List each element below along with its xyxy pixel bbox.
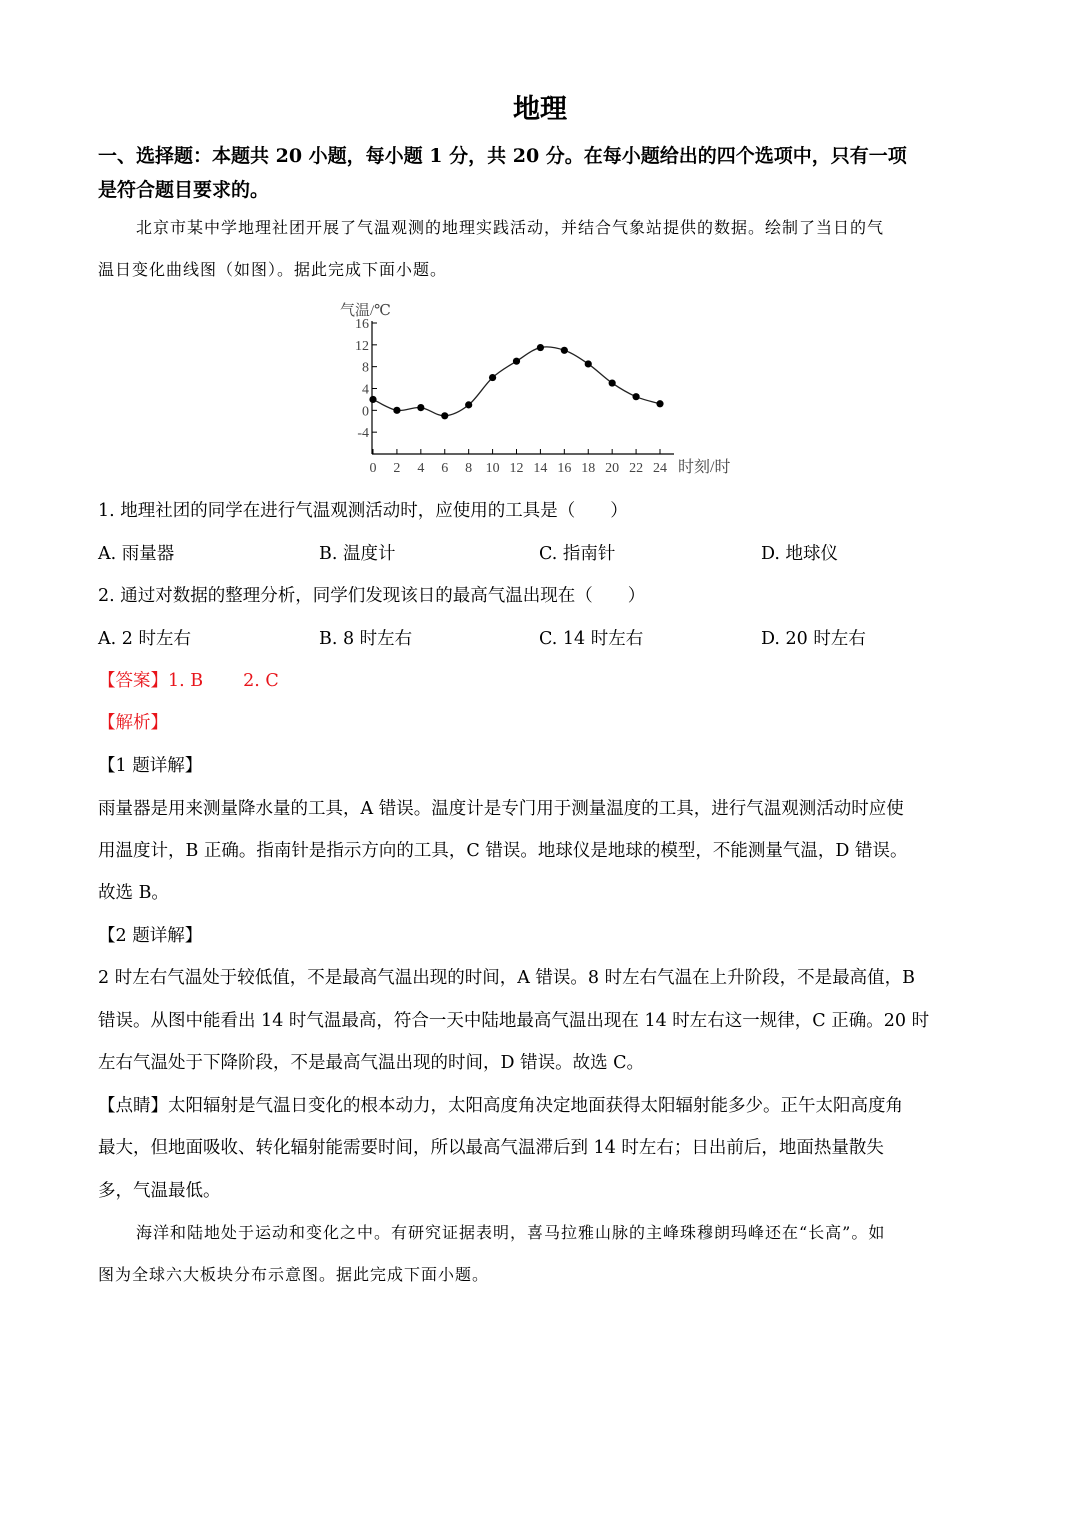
note-line-3: 多，气温最低。	[98, 1181, 221, 1201]
intro2-line-2: 图为全球六大板块分布示意图。据此完成下面小题。	[98, 1265, 490, 1284]
x-tick-label: 4	[417, 461, 425, 476]
q1-option-d: D. 地球仪	[761, 544, 839, 564]
x-tick-label: 12	[509, 461, 524, 476]
x-tick-label: 14	[533, 461, 548, 476]
note-line-2: 最大，但地面吸收、转化辐射能需要时间，所以最高气温滞后到 14 时左右；日出前后，地面热量散失	[98, 1138, 884, 1158]
data-point	[369, 396, 376, 403]
temperature-line	[373, 347, 660, 416]
q2-stem: 2. 通过对数据的整理分析，同学们发现该日的最高气温出现在（ ）	[98, 586, 646, 606]
detail2-line-3: 左右气温处于下降阶段，不是最高气温出现的时间，D 错误。故选 C。	[98, 1053, 645, 1073]
answer-label: 【答案】	[98, 671, 168, 691]
x-tick-label: 8	[465, 461, 473, 476]
detail2-line-2: 错误。从图中能看出 14 时气温最高，符合一天中陆地最高气温出现在 14 时左右这一规律，C 正确。20 时	[98, 1011, 930, 1031]
section-heading-line-2: 是符合题目要求的。	[98, 179, 270, 201]
answer-line	[98, 670, 988, 692]
x-tick-label: 16	[557, 461, 572, 476]
x-tick-label: 6	[441, 461, 449, 476]
x-tick-label: 0	[369, 461, 377, 476]
intro1-line-2: 温日变化曲线图（如图）。据此完成下面小题。	[98, 260, 448, 279]
detail2-label: 【2 题详解】	[98, 926, 203, 946]
data-point	[537, 344, 544, 351]
y-axis-label: 气温/℃	[340, 303, 391, 319]
x-tick-label: 2	[393, 461, 401, 476]
data-point	[393, 407, 400, 414]
data-point	[561, 347, 568, 354]
y-tick-label: 16	[355, 317, 369, 332]
y-tick-label: 12	[355, 338, 369, 354]
intro1-line-1: 北京市某中学地理社团开展了气温观测的地理实践活动，并结合气象站提供的数据。绘制了当日的气	[136, 218, 885, 237]
y-tick-label: 8	[362, 360, 369, 376]
temperature-chart	[320, 296, 760, 481]
detail2-line-1: 2 时左右气温处于较低值，不是最高气温出现的时间，A 错误。8 时左右气温在上升阶段，不是最高值，B	[98, 968, 915, 988]
section-heading-line-1: 一、选择题：本题共 20 小题，每小题 1 分，共 20 分。在每小题给出的四个选项中，只有一项	[98, 145, 907, 167]
x-tick-label: 20	[605, 461, 620, 476]
data-point	[441, 412, 448, 419]
analysis-label: 【解析】	[98, 713, 168, 733]
x-tick-label: 24	[653, 461, 667, 476]
x-tick-label: 10	[485, 461, 500, 476]
answer-2: 2. C	[243, 671, 279, 691]
x-axis-label: 时刻/时	[678, 459, 731, 476]
x-tick-label: 22	[629, 461, 644, 476]
data-point	[489, 374, 496, 381]
page-title: 地理	[513, 94, 567, 125]
x-tick-label: 18	[581, 461, 596, 476]
q1-stem: 1. 地理社团的同学在进行气温观测活动时，应使用的工具是（ ）	[98, 501, 628, 521]
data-point	[609, 379, 616, 386]
detail1-line-2: 用温度计，B 正确。指南针是指示方向的工具，C 错误。地球仪是地球的模型，不能测量气温，D 错误。	[98, 841, 908, 861]
intro2-line-1: 海洋和陆地处于运动和变化之中。有研究证据表明，喜马拉雅山脉的主峰珠穆朗玛峰还在“长高”。如	[136, 1223, 886, 1242]
data-point	[513, 358, 520, 365]
detail1-line-1: 雨量器是用来测量降水量的工具，A 错误。温度计是专门用于测量温度的工具，进行气温观测活动时应使	[98, 799, 904, 819]
q2-option-a: A. 2 时左右	[98, 629, 191, 649]
note-line-1: 【点睛】太阳辐射是气温日变化的根本动力，太阳高度角决定地面获得太阳辐射能多少。正午太阳高度角	[98, 1096, 903, 1116]
data-point	[417, 404, 424, 411]
data-point	[465, 401, 472, 408]
y-tick-label: 4	[362, 382, 369, 398]
y-tick-label: 0	[362, 404, 369, 420]
data-point	[656, 400, 663, 407]
q1-option-b: B. 温度计	[319, 544, 396, 564]
y-tick-label: -4	[357, 426, 369, 442]
data-point	[632, 393, 639, 400]
data-point	[585, 360, 592, 367]
q2-option-b: B. 8 时左右	[319, 629, 413, 649]
q1-option-c: C. 指南针	[539, 544, 616, 564]
detail1-label: 【1 题详解】	[98, 756, 203, 776]
answer-1: 1. B	[168, 671, 204, 691]
detail1-line-3: 故选 B。	[98, 883, 169, 903]
q2-option-d: D. 20 时左右	[761, 629, 866, 649]
q1-option-a: A. 雨量器	[98, 544, 175, 564]
q2-option-c: C. 14 时左右	[539, 629, 644, 649]
